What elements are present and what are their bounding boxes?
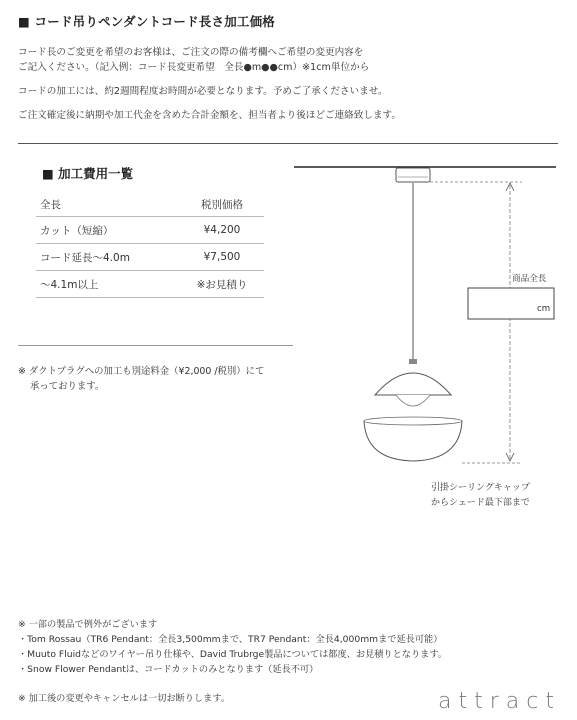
page-title: ■ コード吊りペンダントコード長さ加工価格 (18, 14, 275, 29)
intro-line-3: コードの加工には、約2週間程度お時間が必要となります。予めご了承くださいませ。 (18, 86, 388, 97)
unit-label: cm (537, 304, 551, 314)
table-row (36, 271, 264, 298)
exception-tom-rossau: ・Tom Rossau（TR6 Pendant：全長3,500mmまで、TR7 Pendant：全長4,000mmまで延長可能） (18, 634, 443, 645)
row-price: ¥7,500 (180, 244, 264, 271)
table-row (36, 217, 264, 244)
note-divider (18, 345, 293, 346)
price-table-header (36, 192, 264, 217)
lamp-top-shade (375, 373, 451, 395)
diagram-caption-2: からシェード最下部まで (431, 498, 530, 508)
intro-line-4: ご注文確定後に納期や加工代金を含めた合計金額を、担当者より後ほどご連絡致します。 (18, 110, 401, 121)
brand-logo: attract (438, 689, 561, 714)
pendant-diagram (290, 155, 560, 515)
duct-note-line-1: ※ ダクトプラグへの加工も別途料金（¥2,000 /税別）にて (18, 366, 265, 377)
duct-note-line-2: 承っております。 (30, 381, 105, 392)
ceiling-cap (396, 168, 430, 182)
price-table-heading: ■ 加工費用一覧 (42, 166, 134, 181)
header-price: 税別価格 (180, 192, 264, 217)
total-length-label: 商品全長 (512, 274, 547, 284)
exception-muuto: ・Muuto Fluidなどのワイヤー吊り仕様や、David Trubrge製品については都度、お見積りとなります。 (18, 649, 447, 660)
exception-snow-flower: ・Snow Flower Pendantは、コードカットのみとなります（延長不可） (18, 664, 319, 675)
header-length: 全長 (36, 192, 180, 217)
row-price: ¥4,200 (180, 217, 264, 244)
section-divider (18, 143, 558, 144)
intro-line-2: ご記入ください。（記入例：コード長変更希望 全長●m●●cm）※1cm単位から (18, 62, 370, 73)
row-label: 〜4.1m以上 (36, 271, 180, 298)
lamp-bulb (396, 395, 430, 406)
price-table (36, 192, 264, 298)
row-label: カット（短縮） (36, 217, 180, 244)
row-price: ※お見積り (180, 271, 264, 298)
lamp-bowl (364, 421, 462, 461)
exceptions-heading: ※ 一部の製品で例外がございます (18, 619, 158, 630)
table-row (36, 244, 264, 271)
final-note: ※ 加工後の変更やキャンセルは一切お断りします。 (18, 693, 231, 704)
duct-plug-note (18, 364, 264, 394)
intro-line-1: コード長のご変更を希望のお客様は、ご注文の際の備考欄へご希望の変更内容を (18, 47, 364, 58)
row-label: コード延長〜4.0m (36, 244, 180, 271)
diagram-caption-1: 引掛シーリングキャップ (431, 483, 530, 493)
